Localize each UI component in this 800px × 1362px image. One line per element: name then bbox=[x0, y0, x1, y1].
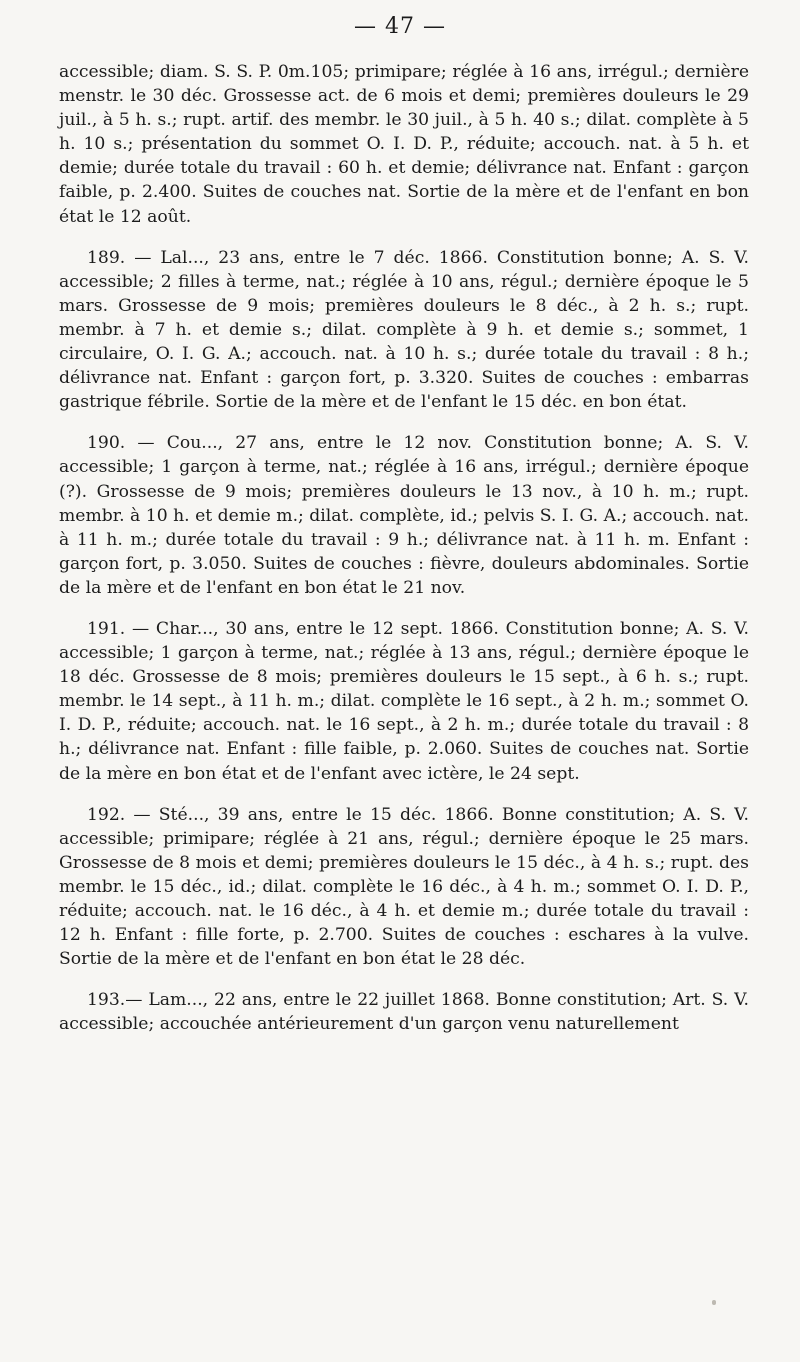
paragraph-case-190: 190. — Cou..., 27 ans, entre le 12 nov. Constitution bonne; A. S. V. accessible; 1 garçon à terme, nat.; réglée à 16 ans, irrégul.; dernière époque (?). Grossesse de 9 mois; premières douleurs le 13 nov., à 10 h. m.; rupt. membr. à 10 h. et demie m.; dilat. complète, id.; pelvis S. I. G. A.; accouch. nat. à 11 h. m.; durée totale du travail : 9 h.; délivrance nat. à 11 h. m. Enfant : garçon fort, p. 3.050. Suites de couches : fièvre, douleurs abdominales. Sortie de la mère et de l'enfant en bon état le 21 nov. bbox=[59, 433, 749, 598]
paragraph-case-189: 189. — Lal..., 23 ans, entre le 7 déc. 1866. Constitution bonne; A. S. V. accessible; 2 filles à terme, nat.; réglée à 10 ans, régul.; dernière époque le 5 mars. Grossesse de 9 mois; premières douleurs le 8 déc., à 2 h. s.; rupt. membr. à 7 h. et demie s.; dilat. complète à 9 h. et demie s.; sommet, 1 circulaire, O. I. G. A.; accouch. nat. à 10 h. s.; durée totale du travail : 8 h.; délivrance nat. Enfant : garçon fort, p. 3.320. Suites de couches : embarras gastrique fébrile. Sortie de la mère et de l'enfant le 15 déc. en bon état. bbox=[59, 247, 749, 413]
paragraph-case-192: 192. — Sté..., 39 ans, entre le 15 déc. 1866. Bonne constitution; A. S. V. accessible; primipare; réglée à 21 ans, régul.; dernière époque le 25 mars. Grossesse de 8 mois et demi; premières douleurs le 15 déc., à 4 h. s.; rupt. des membr. le 15 déc., id.; dilat. complète le 16 déc., à 4 h. m.; sommet O. I. D. P., réduite; accouch. nat. le 16 déc., à 4 h. et demie m.; durée totale du travail : 12 h. Enfant : fille forte, p. 2.700. Suites de couches : eschares à la vulve. Sortie de la mère et de l'enfant en bon état le 28 déc. bbox=[59, 804, 749, 970]
case-records-text bbox=[59, 60, 749, 1053]
paragraph-continuation: accessible; diam. S. S. P. 0m.105; primipare; réglée à 16 ans, irrégul.; dernière menstr. le 30 déc. Grossesse act. de 6 mois et demi; premières douleurs le 29 juil., à 5 h. s.; rupt. artif. des membr. le 30 juil., à 5 h. 40 s.; dilat. complète à 5 h. 10 s.; présentation du sommet O. I. D. P., réduite; accouch. nat. à 5 h. et demie; durée totale du travail : 60 h. et demie; délivrance nat. Enfant : garçon faible, p. 2.400. Suites de couches nat. Sortie de la mère et de l'enfant en bon état le 12 août. bbox=[59, 62, 749, 227]
paragraph-case-193: 193.— Lam..., 22 ans, entre le 22 juillet 1868. Bonne constitution; Art. S. V. accessible; accouchée antérieurement d'un garçon venu naturellement bbox=[59, 990, 749, 1035]
page-number: — 47 — bbox=[354, 14, 446, 39]
paragraph-case-191: 191. — Char..., 30 ans, entre le 12 sept. 1866. Constitution bonne; A. S. V. accessible; 1 garçon à terme, nat.; réglée à 13 ans, régul.; dernière époque le 18 déc. Grossesse de 8 mois; premières douleurs le 15 sept., à 6 h. s.; rupt. membr. le 14 sept., à 11 h. m.; dilat. complète le 16 sept., à 2 h. m.; sommet O. I. D. P., réduite; accouch. nat. le 16 sept., à 2 h. m.; durée totale du travail : 8 h.; délivrance nat. Enfant : fille faible, p. 2.060. Suites de couches nat. Sortie de la mère en bon état et de l'enfant avec ictère, le 24 sept. bbox=[59, 618, 749, 784]
ink-speck bbox=[712, 1300, 716, 1305]
